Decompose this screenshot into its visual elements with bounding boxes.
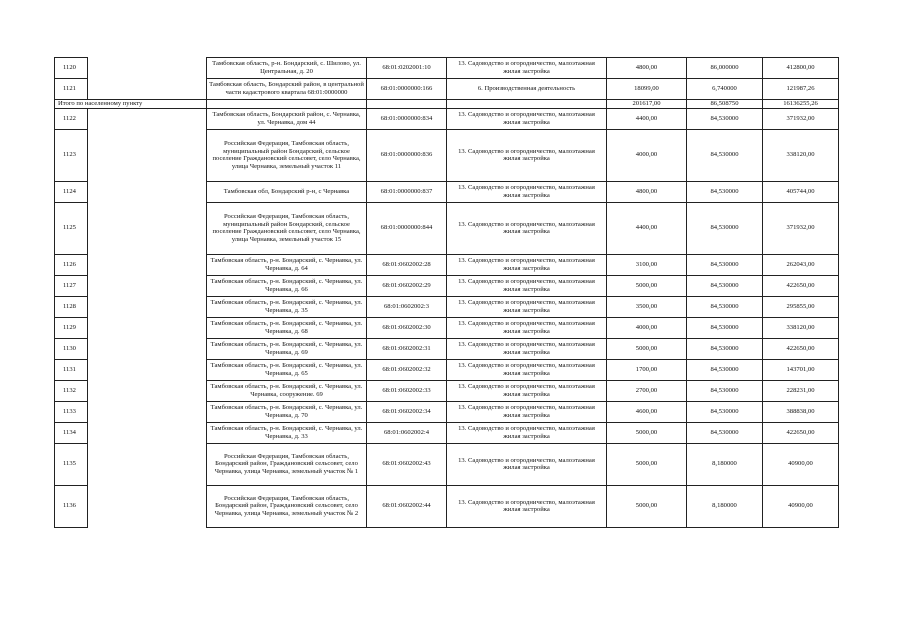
table-row — [55, 58, 839, 79]
table-row — [55, 275, 839, 296]
table-row — [55, 359, 839, 380]
value-cell: 40900,00 — [763, 443, 839, 485]
empty-cell — [88, 380, 207, 401]
empty-cell — [88, 338, 207, 359]
value-cell: 121987,26 — [763, 79, 839, 100]
cadastral-number-cell: 68:01:0602002:28 — [367, 254, 447, 275]
address-cell: Российская Федерация, Тамбовская область, муниципальный район Бондарский, сельское поселение Граждановский сельсовет, село Чернавка, улица Чернавка, земельный участок 15 — [207, 202, 367, 254]
rate-cell: 84,530000 — [687, 359, 763, 380]
table-body — [55, 58, 839, 528]
land-use-cell: 13. Садоводство и огородничество, малоэтажная жилая застройка — [447, 129, 607, 181]
land-use-cell: 13. Садоводство и огородничество, малоэтажная жилая застройка — [447, 359, 607, 380]
area-cell: 5000,00 — [607, 275, 687, 296]
empty-cell — [367, 100, 447, 109]
row-number-cell: 1132 — [55, 380, 88, 401]
rate-cell: 84,530000 — [687, 254, 763, 275]
table-row — [55, 443, 839, 485]
table-row — [55, 202, 839, 254]
area-cell: 1700,00 — [607, 359, 687, 380]
cadastral-number-cell: 68:01:0602002:30 — [367, 317, 447, 338]
land-use-cell: 13. Садоводство и огородничество, малоэтажная жилая застройка — [447, 108, 607, 129]
table-row — [55, 181, 839, 202]
table-row — [55, 129, 839, 181]
value-cell: 295855,00 — [763, 296, 839, 317]
rate-cell: 8,180000 — [687, 485, 763, 527]
address-cell: Тамбовская область, Бондарский район, с. Чернавка, ул. Чернавка, дом 44 — [207, 108, 367, 129]
cadastral-table — [54, 57, 839, 528]
cadastral-number-cell: 68:01:0000000:834 — [367, 108, 447, 129]
address-cell: Тамбовская область, р-н. Бондарский, с. Чернавка, ул. Чернавка, д. 69 — [207, 338, 367, 359]
table-row — [55, 317, 839, 338]
value-cell: 422650,00 — [763, 275, 839, 296]
rate-cell: 86,000000 — [687, 58, 763, 79]
table-row — [55, 380, 839, 401]
cadastral-number-cell: 68:01:0202001:10 — [367, 58, 447, 79]
value-cell: 412800,00 — [763, 58, 839, 79]
row-number-cell: 1122 — [55, 108, 88, 129]
value-cell: 371932,00 — [763, 108, 839, 129]
address-cell: Тамбовская область, р-н. Бондарский, с. Шилово, ул. Центральная, д. 20 — [207, 58, 367, 79]
address-cell: Российская Федерация, Тамбовская область, муниципальный район Бондарский, сельское поселение Граждановский сельсовет, село Чернавка, улица Чернавка, земельный участок 11 — [207, 129, 367, 181]
address-cell: Тамбовская область, р-н. Бондарский, с. Чернавка, ул. Чернавка, д. 64 — [207, 254, 367, 275]
cadastral-number-cell: 68:01:0000000:166 — [367, 79, 447, 100]
land-use-cell: 13. Садоводство и огородничество, малоэтажная жилая застройка — [447, 58, 607, 79]
cadastral-number-cell: 68:01:0602002:43 — [367, 443, 447, 485]
cadastral-number-cell: 68:01:0602002:34 — [367, 401, 447, 422]
value-cell: 143701,00 — [763, 359, 839, 380]
empty-cell — [88, 181, 207, 202]
area-cell: 201617,00 — [607, 100, 687, 109]
value-cell: 262043,00 — [763, 254, 839, 275]
value-cell: 405744,00 — [763, 181, 839, 202]
table-row — [55, 422, 839, 443]
area-cell: 2700,00 — [607, 380, 687, 401]
total-label-cell: Итого по населенному пункту — [55, 100, 207, 109]
land-use-cell: 13. Садоводство и огородничество, малоэтажная жилая застройка — [447, 422, 607, 443]
land-use-cell: 13. Садоводство и огородничество, малоэтажная жилая застройка — [447, 338, 607, 359]
land-use-cell: 13. Садоводство и огородничество, малоэтажная жилая застройка — [447, 202, 607, 254]
cadastral-number-cell: 68:01:0000000:837 — [367, 181, 447, 202]
row-number-cell: 1127 — [55, 275, 88, 296]
address-cell: Российская Федерация, Тамбовская область, Бондарский район, Граждановский сельсовет, село Чернавка, улица Чернавка, земельный участок № 1 — [207, 443, 367, 485]
area-cell: 4800,00 — [607, 181, 687, 202]
rate-cell: 84,530000 — [687, 317, 763, 338]
cadastral-number-cell: 68:01:0000000:836 — [367, 129, 447, 181]
land-use-cell: 13. Садоводство и огородничество, малоэтажная жилая застройка — [447, 275, 607, 296]
area-cell: 5000,00 — [607, 443, 687, 485]
table-row — [55, 401, 839, 422]
row-number-cell: 1129 — [55, 317, 88, 338]
empty-cell — [88, 58, 207, 79]
area-cell: 4400,00 — [607, 108, 687, 129]
rate-cell: 84,530000 — [687, 202, 763, 254]
row-number-cell: 1121 — [55, 79, 88, 100]
row-number-cell: 1135 — [55, 443, 88, 485]
row-number-cell: 1125 — [55, 202, 88, 254]
area-cell: 4000,00 — [607, 129, 687, 181]
cadastral-number-cell: 68:01:0602002:3 — [367, 296, 447, 317]
value-cell: 40900,00 — [763, 485, 839, 527]
area-cell: 5000,00 — [607, 485, 687, 527]
land-use-cell: 13. Садоводство и огородничество, малоэтажная жилая застройка — [447, 181, 607, 202]
rate-cell: 6,740000 — [687, 79, 763, 100]
value-cell: 422650,00 — [763, 422, 839, 443]
land-use-cell: 13. Садоводство и огородничество, малоэтажная жилая застройка — [447, 485, 607, 527]
value-cell: 388838,00 — [763, 401, 839, 422]
area-cell: 4400,00 — [607, 202, 687, 254]
address-cell: Тамбовская область, Бондарский район, в центральной части кадастрового квартала 68:01:0000000 — [207, 79, 367, 100]
row-number-cell: 1126 — [55, 254, 88, 275]
empty-cell — [88, 108, 207, 129]
row-number-cell: 1123 — [55, 129, 88, 181]
value-cell: 422650,00 — [763, 338, 839, 359]
row-number-cell: 1124 — [55, 181, 88, 202]
rate-cell: 84,530000 — [687, 380, 763, 401]
area-cell: 4000,00 — [607, 317, 687, 338]
area-cell: 4800,00 — [607, 58, 687, 79]
cadastral-number-cell: 68:01:0000000:844 — [367, 202, 447, 254]
address-cell: Российская Федерация, Тамбовская область, Бондарский район, Граждановский сельсовет, село Чернавка, улица Чернавка, земельный участок № 2 — [207, 485, 367, 527]
rate-cell: 8,180000 — [687, 443, 763, 485]
empty-cell — [88, 275, 207, 296]
empty-cell — [88, 79, 207, 100]
value-cell: 228231,00 — [763, 380, 839, 401]
cadastral-number-cell: 68:01:0602002:4 — [367, 422, 447, 443]
land-use-cell: 13. Садоводство и огородничество, малоэтажная жилая застройка — [447, 443, 607, 485]
empty-cell — [88, 129, 207, 181]
table-row — [55, 338, 839, 359]
address-cell: Тамбовская область, р-н. Бондарский, с. Чернавка, ул. Чернавка, д. 66 — [207, 275, 367, 296]
address-cell: Тамбовская область, р-н. Бондарский, с. Чернавка, ул. Чернавка, сооружение. 69 — [207, 380, 367, 401]
area-cell: 5000,00 — [607, 338, 687, 359]
row-number-cell: 1136 — [55, 485, 88, 527]
cadastral-number-cell: 68:01:0602002:31 — [367, 338, 447, 359]
rate-cell: 84,530000 — [687, 181, 763, 202]
empty-cell — [88, 202, 207, 254]
land-use-cell: 13. Садоводство и огородничество, малоэтажная жилая застройка — [447, 401, 607, 422]
land-use-cell: 13. Садоводство и огородничество, малоэтажная жилая застройка — [447, 317, 607, 338]
land-use-cell: 6. Производственная деятельность — [447, 79, 607, 100]
area-cell: 4600,00 — [607, 401, 687, 422]
land-use-cell: 13. Садоводство и огородничество, малоэтажная жилая застройка — [447, 380, 607, 401]
land-use-cell: 13. Садоводство и огородничество, малоэтажная жилая застройка — [447, 296, 607, 317]
total-row — [55, 100, 839, 109]
row-number-cell: 1130 — [55, 338, 88, 359]
address-cell: Тамбовская область, р-н. Бондарский, с. Чернавка, ул. Чернавка, д. 65 — [207, 359, 367, 380]
empty-cell — [88, 443, 207, 485]
empty-cell — [88, 422, 207, 443]
area-cell: 5000,00 — [607, 422, 687, 443]
empty-cell — [88, 485, 207, 527]
rate-cell: 84,530000 — [687, 422, 763, 443]
empty-cell — [207, 100, 367, 109]
rate-cell: 84,530000 — [687, 275, 763, 296]
cadastral-number-cell: 68:01:0602002:33 — [367, 380, 447, 401]
cadastral-number-cell: 68:01:0602002:29 — [367, 275, 447, 296]
address-cell: Тамбовская область, р-н. Бондарский, с. Чернавка, ул. Чернавка, д. 70 — [207, 401, 367, 422]
value-cell: 16136255,26 — [763, 100, 839, 109]
empty-cell — [447, 100, 607, 109]
area-cell: 18099,00 — [607, 79, 687, 100]
empty-cell — [88, 254, 207, 275]
empty-cell — [88, 401, 207, 422]
rate-cell: 84,530000 — [687, 401, 763, 422]
rate-cell: 84,530000 — [687, 129, 763, 181]
table-row — [55, 485, 839, 527]
rate-cell: 86,508750 — [687, 100, 763, 109]
cadastral-number-cell: 68:01:0602002:32 — [367, 359, 447, 380]
empty-cell — [88, 359, 207, 380]
value-cell: 371932,00 — [763, 202, 839, 254]
table-row — [55, 296, 839, 317]
value-cell: 338120,00 — [763, 129, 839, 181]
row-number-cell: 1131 — [55, 359, 88, 380]
land-use-cell: 13. Садоводство и огородничество, малоэтажная жилая застройка — [447, 254, 607, 275]
rate-cell: 84,530000 — [687, 296, 763, 317]
empty-cell — [88, 317, 207, 338]
row-number-cell: 1134 — [55, 422, 88, 443]
table-row — [55, 254, 839, 275]
area-cell: 3500,00 — [607, 296, 687, 317]
address-cell: Тамбовская область, р-н. Бондарский, с. Чернавка, ул. Чернавка, д. 33 — [207, 422, 367, 443]
address-cell: Тамбовская область, р-н. Бондарский, с. Чернавка, ул. Чернавка, д. 35 — [207, 296, 367, 317]
table-row — [55, 108, 839, 129]
rate-cell: 84,530000 — [687, 108, 763, 129]
cadastral-number-cell: 68:01:0602002:44 — [367, 485, 447, 527]
row-number-cell: 1128 — [55, 296, 88, 317]
address-cell: Тамбовская обл, Бондарский р-н, с Чернавка — [207, 181, 367, 202]
row-number-cell: 1133 — [55, 401, 88, 422]
value-cell: 338120,00 — [763, 317, 839, 338]
area-cell: 3100,00 — [607, 254, 687, 275]
address-cell: Тамбовская область, р-н. Бондарский, с. Чернавка, ул. Чернавка, д. 68 — [207, 317, 367, 338]
empty-cell — [88, 296, 207, 317]
row-number-cell: 1120 — [55, 58, 88, 79]
rate-cell: 84,530000 — [687, 338, 763, 359]
table-row — [55, 79, 839, 100]
